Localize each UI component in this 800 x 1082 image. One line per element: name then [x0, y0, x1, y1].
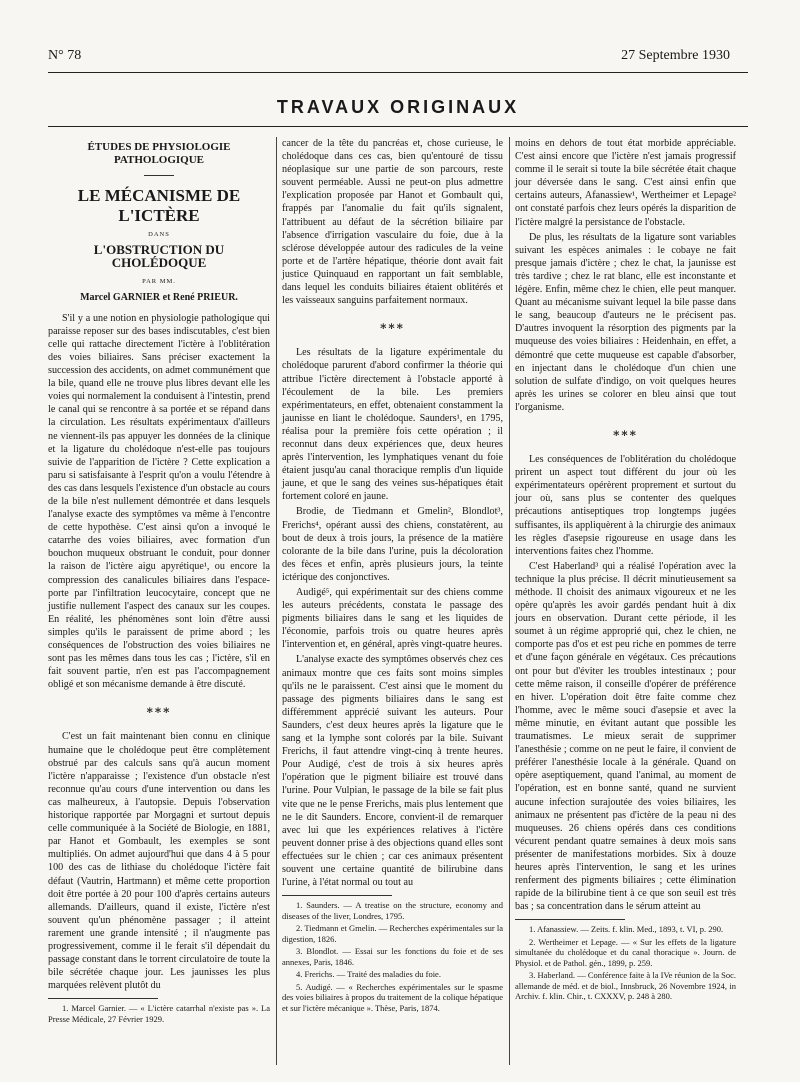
column-3	[515, 137, 736, 1004]
section-stars: ⁎⁎⁎	[613, 424, 638, 439]
paragraph: moins en dehors de tout état morbide appréciable. C'est ainsi encore que l'ictère n'est jamais progressif comme il le serait si toute la bile sécrétée était chaque jour déversée dans le sang. C'est ainsi enfin que certains auteurs, Afanassiew¹, Wertheimer et Lepage² ont constaté parfois chez leurs opérés la disparition de l'ictère malgré la persistance de l'obstacle.	[515, 138, 736, 228]
header-rule	[48, 72, 748, 73]
article-series: ÉTUDES DE PHYSIOLOGIE PATHOLOGIQUE	[87, 141, 231, 167]
section-title: TRAVAUX ORIGINAUX	[276, 97, 520, 117]
paragraph: De plus, les résultats de la ligature sont variables suivant les espèces animales : le cobaye ne fait presque jamais d'ictère ; chez le chat, la jaunisse est très tardive ; chez le rat blanc, elle est inconstante et légère. Enfin, même chez le chien, elle peut manquer. Quant au mécanisme suivant lequel la bile passe dans le sang, beaucoup d'auteurs ne le précisent pas. D'autres invoquent la résorption des pigments par la muqueuse des voies biliaires : Heidenhain, en effet, a démontré que cette muqueuse est capable d'absorber, en injectant dans le cholédoque d'un chien une solution de sulfate d'indigo, on voit quelques heures après les urines se colorer en bleu ainsi que tout l'organisme.	[515, 231, 736, 413]
column-separator-2	[509, 137, 510, 1065]
paragraph: L'analyse exacte des symptômes observés chez ces animaux montre que ces faits sont moins simples qu'ils ne le paraissent. C'est ainsi que le moment du passage des pigments biliaires dans le sang est différemment apprécié suivant les auteurs. Pour Saunders, c'est deux heures après la ligature que le sang et la lymphe sont colorés par la bile. Suivant Frerichs, il faut attendre vingt-cinq à trente heures. Pour Audigé, c'est de trois à six heures après l'opération que le pigment biliaire est trouvé dans l'urine. Pour Vulpian, le passage de la bile se fait plus vite que ne le pense Frerichs, mais plus lentement que ne le dit Saunders. Encore, convient-il de remarquer avec lui que les expériences relatives à l'ictère peuvent donner prise à des objections quand elles sont effectuées sur le chien ; car ces animaux présentent souvent une certaine quantité de bilirubine dans l'urine, à l'état normal ou tout au	[282, 654, 503, 889]
column-1	[48, 137, 270, 1026]
paragraph: S'il y a une notion en physiologie pathologique qui paraisse reposer sur des bases indiscutables, c'est bien celle qui rattache directement l'ictère à l'oblitération des voies biliaires. Sans préciser exactement la succession des accidents, on admet communément que la bile, quand elle ne trouve plus libres devant elle les voies qui normalement la conduisent à l'intestin, prend le canal qui se rencontre à sa portée et se répand dans la circulation. Les résultats expérimentaux d'ailleurs ne viennent-ils pas appuyer les données de la clinique et la ligature du cholédoque n'est-elle pas toujours suivie de l'apparition de l'ictère ? Cette explication a paru si satisfaisante à l'esprit qu'on a voulu l'étendre à des cas dans lesquels l'existence d'un obstacle au cours de la bile n'est nullement démontrée et dans lesquels l'analyse exacte des symptômes va même à l'encontre de cette hypothèse. C'est ainsi qu'on a invoqué le catarrhe des voies biliaires, avec formation d'un bouchon muqueux obstruant le conduit, pour donner la raison de l'ictère aigu apyrétique¹, ou encore la compression des canalicules biliaires dans l'espace-porte par l'infiltration leucocytaire, concept que ne justifie nullement l'aspect des canaux sur les coupes. En réalité, les phénomènes sont loin d'être aussi simples qu'ils le paraissent de prime abord ; les conséquences de l'obstruction des voies biliaires ne sont pas les mêmes dans tous les cas ; l'ictère, s'il en fait souvent partie, n'en est pas l'accompagnement obligé et son mécanisme demande à être discuté.	[48, 312, 270, 691]
issue-date: 27 Septembre 1930	[621, 48, 730, 63]
column-2	[282, 137, 503, 1015]
column-separator-1	[276, 137, 277, 1065]
footnote: 1. Afanassiew. — Zeits. f. klin. Med., 1893, t. VI, p. 290.	[529, 924, 724, 935]
paragraph: Les résultats de la ligature expérimentale du cholédoque parurent d'abord confirmer la théorie qui attribue l'ictère directement à l'obstacle apporté à l'écoulement de la bile. Les premiers expérimentateurs, en effet, obtenaient constamment la jaunisse en liant le cholédoque. Saunders¹, en 1795, réalisa pour la première fois cette opération ; il reconnut dans deux expériences que, deux heures après l'intervention, les lymphatiques venant du foie étaient jusqu'au canal thoracique remplis d'un liquide jaune, et que le sang des veines sus-hépatiques était fortement coloré en jaune.	[282, 347, 503, 503]
footnote: 2. Tiedmann et Gmelin. — Recherches expérimentales sur la digestion, 1826.	[282, 923, 503, 944]
article-title-sub: L'OBSTRUCTION DU CHOLÉDOQUE	[93, 242, 225, 271]
footnote: 4. Frerichs. — Traité des maladies du foie.	[296, 969, 441, 980]
paragraph: C'est Haberland³ qui a réalisé l'opération avec la technique la plus précise. Il décrit minutieusement sa méthode. Il choisit des animaux vigoureux et ne les opère qu'après les avoir gardés pendant huit à dix jours en observation. Durant cette période, il les soumet à un régime approprié qui, chez le chien, ne comporte pas d'os et est peu riche en pommes de terre et d'une façon générale en végétaux. Ces précautions ont pour but d'éviter les troubles intestinaux ; pour cette même raison, il conseille d'opérer de préférence en hiver. L'opération doit être faite comme chez l'homme, avec le même souci d'asepsie et avec la même minutie, en évitant autant que possible les traumatismes. Le mieux serait de supprimer l'anesthésie ; comme on ne peut le faire, il convient de préférer l'anesthésie locale à la générale. Quand on opère aseptiquement, quand l'animal, au moment de l'opération, est en bonne santé, quand ne survient aucune infection surajoutée des voies biliaires, les animaux ne présentent pas d'ictère de la peau ni des muqueuses. 26 chiens opérés dans ces conditions vécurent pendant quatre semaines à deux mois sans présenter de manifestations morbides. Six à douze heures après l'intervention, le sang et les urines renferment des pigments biliaires ; cette élimination rapide de la bilirubine tient à ce que son seuil est très bas ; sa concentration dans le sérum atteint au	[515, 560, 736, 913]
paragraph: C'est un fait maintenant bien connu en clinique humaine que le cholédoque peut être complètement obstrué par des calculs sans qu'à aucun moment l'ictère n'apparaisse ; l'existence d'un obstacle n'est reconnue qu'au cours d'une intervention ou dans les cas malheureux, à l'autopsie. Depuis l'observation historique rapportée par Morgagni et surtout depuis celle communiquée à la Société de Biologie, en 1881, par Hanot et Gombault, les exemples se sont multipliés. On admet aujourd'hui que dans 4 à 5 pour 100 des cas de lithiase du cholédoque l'ictère fait défaut (Vautrin, Hartmann) et même cette proportion doit être portée à 20 pour 100 d'après certains auteurs allemands. D'ailleurs, quand il existe, l'ictère n'est souvent qu'un phénomène passager ; il atteint rarement une grande intensité ; il n'augmente pas progressivement, comme il le ferait s'il dépendait du passage constant dans le torrent circulatoire de toute la bile sécrétée chaque jour. Les jaunisses les plus marquées relèvent plutôt du	[48, 731, 270, 992]
paragraph: Les conséquences de l'oblitération du cholédoque prirent un aspect tout différent du jour où les expérimentateurs opérèrent proprement et surtout du jour où, sans plus se contenter des quelques précautions antiseptiques trop longtemps jugées suffisantes, ils appliquèrent à la chirurgie des animaux les règles d'asepsie rigoureuse en usage dans les interventions faites chez l'homme.	[515, 454, 736, 557]
article-title-block	[48, 141, 270, 304]
footnote: 1. Marcel Garnier. — « L'ictère catarrhal n'existe pas ». La Presse Médicale, 27 Février 1929.	[48, 1003, 270, 1024]
footnote: 3. Blondlot. — Essai sur les fonctions du foie et de ses annexes, Paris, 1846.	[282, 946, 503, 967]
title-divider	[144, 175, 174, 176]
article-par-mm: PAR MM.	[142, 278, 176, 286]
section-stars: ⁎⁎⁎	[146, 702, 172, 717]
footnote: 2. Wertheimer et Lepage. — « Sur les effets de la ligature simultanée du cholédoque et du canal thoracique ». Journ. de Physiol. et de Pathol. gén., 1899, p. 259.	[515, 936, 736, 968]
paragraph: Audigé⁵, qui expérimentait sur des chiens comme les auteurs précédents, constata le passage des pigments biliaires dans le sang et les liquides de l'économie, parfois trois ou quatre heures après l'intervention et, en général, après vingt-quatre heures.	[282, 587, 503, 651]
issue-number: N° 78	[48, 48, 82, 63]
footnote-rule	[48, 998, 158, 999]
footnote: 3. Haberland. — Conférence faite à la IVe réunion de la Soc. allemande de méd. et de biol., Innsbruck, 26 Novembre 1924, in Archiv. f. klin. Chir., t. CXXXV, p. 248 à 280.	[515, 970, 736, 1002]
section-rule	[48, 126, 748, 127]
paragraph: Brodie, de Tiedmann et Gmelin², Blondlot³, Frerichs⁴, opérant aussi des chiens, constatèrent, au bout de deux à trois jours, la présence de la matière colorante de la bile dans l'urine, puis la décoloration des fèces et enfin, après plusieurs jours, la teinte ictérique des conjonctives.	[282, 506, 503, 583]
article-title-main: LE MÉCANISME DE L'ICTÈRE	[77, 186, 241, 226]
paragraph: cancer de la tête du pancréas et, chose curieuse, le cholédoque dans ces cas, bien qu'entouré de tissu néoplasique sur une partie de son parcours, reste souvent perméable. Aussi ne peut-on plus admettre l'explication proposée par Hanot et Gombault qui, frappés par l'anomalie du fait qu'ils signalent, l'attribuent au défaut de la sécrétion biliaire par l'absence d'irrigation vasculaire du foie, due à la sclérose développée autour des radicules de la veine porte et de l'artère hépatique, théorie dont avait fait justice Quinquaud en rapportant un fait semblable, dans lequel les conduits biliaires étaient oblitérés et les vaisseaux sanguins parfaitement normaux.	[282, 138, 503, 307]
article-title-dans: DANS	[148, 231, 170, 239]
footnote: 1. Saunders. — A treatise on the structure, economy and diseases of the liver, Londres, 1795.	[282, 900, 503, 921]
footnote-rule	[515, 919, 625, 920]
section-stars: ⁎⁎⁎	[380, 318, 405, 333]
article-authors: Marcel GARNIER et René PRIEUR.	[80, 291, 238, 303]
footnote-rule	[282, 895, 392, 896]
footnote: 5. Audigé. — « Recherches expérimentales sur le spasme des voies biliaires à propos du traitement de la colique hépatique et sur l'ictère mécanique ». Thèse, Paris, 1874.	[282, 981, 503, 1013]
